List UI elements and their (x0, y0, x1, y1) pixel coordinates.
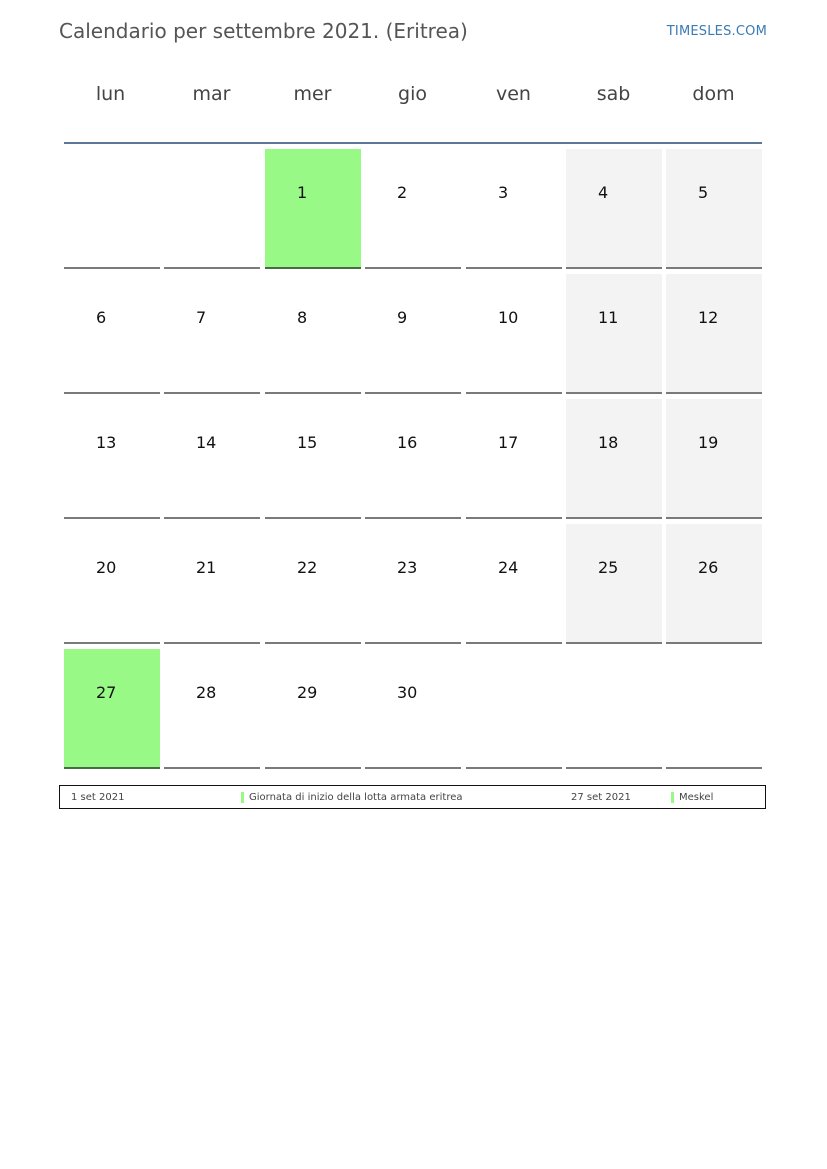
day-cell-8 (265, 274, 361, 394)
day-cell-9 (365, 274, 461, 394)
day-cell-19 (666, 399, 762, 519)
day-cell-29 (265, 649, 361, 769)
weekday-sat: sab (596, 83, 631, 105)
day-number: 8 (297, 308, 308, 327)
day-number: 7 (196, 308, 207, 327)
day-number: 6 (96, 308, 107, 327)
day-number: 23 (397, 558, 418, 577)
day-number: 10 (498, 308, 519, 327)
legend-date: 27 set 2021 (571, 792, 631, 803)
day-cell-18 (566, 399, 662, 519)
day-number: 13 (96, 433, 117, 452)
day-cell-20 (64, 524, 160, 644)
day-number: 19 (698, 433, 719, 452)
page-title: Calendario per settembre 2021. (Eritrea) (59, 19, 468, 43)
day-number: 28 (196, 683, 217, 702)
day-number: 24 (498, 558, 519, 577)
day-number: 26 (698, 558, 719, 577)
day-number: 1 (297, 183, 308, 202)
day-number: 16 (397, 433, 418, 452)
day-number: 17 (498, 433, 519, 452)
day-cell-25 (566, 524, 662, 644)
weekday-fri: ven (496, 83, 531, 105)
header-divider (64, 142, 762, 144)
legend-holiday-name: Giornata di inizio della lotta armata eritrea (249, 792, 463, 803)
day-number: 3 (498, 183, 509, 202)
day-number: 14 (196, 433, 217, 452)
holiday-legend (59, 785, 766, 809)
day-number: 2 (397, 183, 408, 202)
day-number: 27 (96, 683, 117, 702)
day-cell-4 (566, 149, 662, 269)
day-number: 9 (397, 308, 408, 327)
day-number: 25 (598, 558, 619, 577)
day-cell-13 (64, 399, 160, 519)
day-cell-1 (265, 149, 361, 269)
legend-date: 1 set 2021 (71, 792, 125, 803)
empty-day-cell (164, 149, 260, 269)
day-cell-6 (64, 274, 160, 394)
day-cell-22 (265, 524, 361, 644)
day-number: 20 (96, 558, 117, 577)
weekday-thu: gio (398, 83, 427, 105)
weekday-tue: mar (192, 83, 231, 105)
day-number: 5 (698, 183, 709, 202)
weekday-mon: lun (95, 83, 126, 105)
day-cell-16 (365, 399, 461, 519)
day-cell-23 (365, 524, 461, 644)
day-cell-7 (164, 274, 260, 394)
day-cell-21 (164, 524, 260, 644)
day-cell-17 (466, 399, 562, 519)
day-number: 15 (297, 433, 318, 452)
day-number: 4 (598, 183, 609, 202)
day-cell-10 (466, 274, 562, 394)
day-number: 30 (397, 683, 418, 702)
day-number: 11 (598, 308, 619, 327)
day-cell-28 (164, 649, 260, 769)
day-cell-24 (466, 524, 562, 644)
empty-day-cell (566, 649, 662, 769)
day-cell-11 (566, 274, 662, 394)
day-number: 22 (297, 558, 318, 577)
day-cell-12 (666, 274, 762, 394)
legend-color-marker (671, 792, 674, 803)
day-cell-3 (466, 149, 562, 269)
day-number: 21 (196, 558, 217, 577)
empty-day-cell (666, 649, 762, 769)
site-link[interactable]: TIMESLES.COM (666, 24, 767, 39)
weekday-sun: dom (692, 83, 735, 105)
day-cell-14 (164, 399, 260, 519)
weekday-wed: mer (293, 83, 332, 105)
legend-color-marker (241, 792, 244, 803)
day-number: 12 (698, 308, 719, 327)
day-number: 29 (297, 683, 318, 702)
day-cell-26 (666, 524, 762, 644)
day-number: 18 (598, 433, 619, 452)
day-cell-2 (365, 149, 461, 269)
legend-holiday-name: Meskel (679, 792, 714, 803)
weekday-header-row (62, 83, 764, 127)
day-cell-27 (64, 649, 160, 769)
empty-day-cell (466, 649, 562, 769)
day-cell-15 (265, 399, 361, 519)
day-cell-5 (666, 149, 762, 269)
empty-day-cell (64, 149, 160, 269)
day-cell-30 (365, 649, 461, 769)
